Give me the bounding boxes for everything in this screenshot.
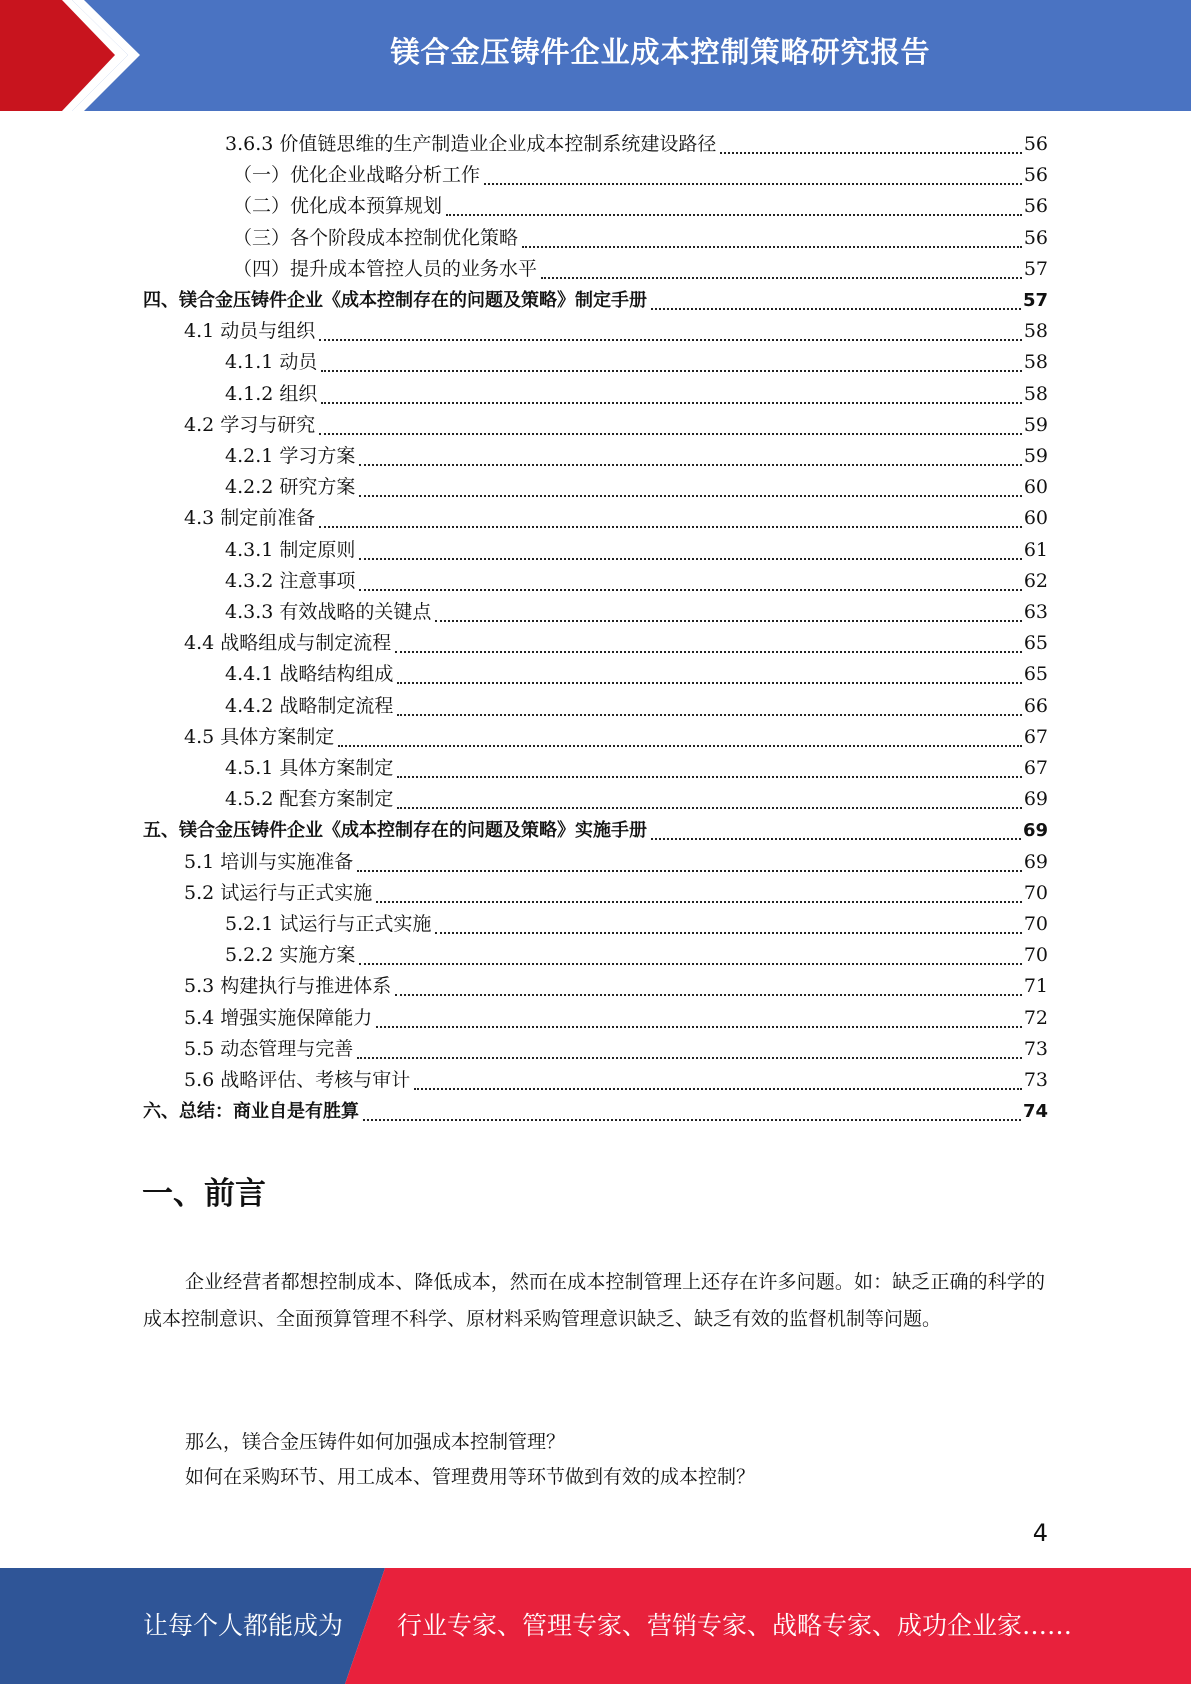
toc-entry-label: 4.5.2 配套方案制定 [225,788,394,811]
toc-entry-label: 5.6 战略评估、考核与审计 [184,1069,411,1091]
toc-entry-label: （三）各个阶段成本控制优化策略 [233,226,519,249]
toc-entry-page: 70 [1023,944,1048,967]
toc-entry-page: 73 [1023,1037,1048,1060]
toc-entry[interactable] [225,441,1048,472]
toc-entry[interactable] [233,254,1048,285]
toc-entry-label: 5.4 增强实施保障能力 [184,1006,373,1029]
toc-entry-label: 4.1 动员与组织 [184,320,316,343]
toc-entry[interactable] [233,191,1048,222]
toc-entry[interactable] [184,1065,1048,1096]
page-number: 4 [1032,1519,1048,1547]
toc-entry-page: 58 [1023,320,1048,343]
toc-entry[interactable] [233,160,1048,191]
toc-entry[interactable] [225,535,1048,566]
toc-entry-page: 62 [1023,569,1048,592]
toc-entry-label: 4.4.1 战略结构组成 [225,663,394,686]
toc-entry-label: 4.4.2 战略制定流程 [225,694,394,717]
footer-slogan-left: 让每个人都能成为 [143,1611,344,1640]
toc-entry-page: 73 [1023,1069,1048,1091]
toc-dot-leader [522,245,1022,248]
toc-entry[interactable] [184,628,1048,659]
toc-entry[interactable] [225,347,1048,378]
toc-dot-leader [359,588,1021,591]
toc-entry[interactable] [225,659,1048,690]
toc-dot-leader [319,525,1022,528]
toc-entry-label: 4.3.2 注意事项 [225,569,356,592]
toc-entry-page: 70 [1023,881,1048,904]
toc-entry-label: 4.5.1 具体方案制定 [225,757,394,779]
toc-dot-leader [321,401,1021,404]
toc-entry-page: 66 [1023,694,1048,717]
toc-entry-label: 5.2.1 试运行与正式实施 [225,913,432,935]
toc-entry-label: 5.2 试运行与正式实施 [184,881,373,904]
toc-entry[interactable] [184,722,1048,753]
toc-entry-page: 71 [1023,975,1048,998]
toc-entry-page: 60 [1023,507,1048,530]
toc-entry-label: 六、总结：商业自是有胜算 [143,1101,359,1123]
toc-entry-page: 58 [1023,351,1048,374]
toc-entry-label: （一）优化企业战略分析工作 [233,164,481,187]
toc-entry-page: 57 [1023,257,1048,280]
toc-entry-page: 67 [1023,757,1048,779]
page-header [0,0,1191,111]
toc-entry[interactable] [225,691,1048,722]
toc-entry-page: 65 [1023,632,1048,655]
toc-entry-page: 61 [1023,538,1048,561]
toc-entry[interactable] [143,285,1048,316]
toc-entry-page: 56 [1023,164,1048,187]
toc-entry[interactable] [225,129,1048,160]
toc-entry[interactable] [184,878,1048,909]
toc-entry-page: 57 [1022,290,1048,311]
toc-entry[interactable] [184,410,1048,441]
toc-entry-page: 69 [1023,788,1048,811]
toc-entry-page: 56 [1023,226,1048,249]
toc-entry-page: 65 [1023,663,1048,686]
toc-entry-label: 5.5 动态管理与完善 [184,1037,354,1060]
intro-paragraph: 企业经营者都想控制成本、降低成本，然而在成本控制管理上还存在许多问题。如：缺乏正确的科学的成本控制意识、全面预算管理不科学、原材料采购管理意识缺乏、缺乏有效的监督机制等问题。 [143,1271,1045,1330]
toc-entry-label: 4.3.1 制定原则 [225,538,356,561]
toc-entry[interactable] [225,566,1048,597]
toc-entry-page: 72 [1023,1006,1048,1029]
toc-entry-label: 4.1.2 组织 [225,382,318,405]
toc-entry-label: 5.1 培训与实施准备 [184,850,354,873]
toc-dot-leader [397,775,1021,778]
toc-entry[interactable] [184,1034,1048,1065]
toc-dot-leader [414,1087,1022,1090]
toc-dot-leader [338,744,1022,747]
toc-entry-page: 58 [1023,382,1048,405]
toc-entry[interactable] [184,847,1048,878]
toc-dot-leader [363,1118,1021,1121]
toc-entry-label: 5.3 构建执行与推进体系 [184,975,392,998]
toc-entry-page: 56 [1023,133,1048,155]
toc-entry[interactable] [184,316,1048,347]
toc-entry[interactable] [225,909,1048,940]
page-footer [0,1568,1191,1684]
toc-dot-leader [319,432,1022,435]
toc-dot-leader [376,900,1022,903]
toc-entry-page: 59 [1023,445,1048,467]
toc-entry-page: 74 [1022,1101,1048,1123]
toc-entry-page: 67 [1023,725,1048,748]
footer-slogan-right: 行业专家、管理专家、营销专家、战略专家、成功企业家…… [397,1611,1073,1640]
toc-entry[interactable] [143,1096,1048,1127]
toc-entry[interactable] [225,940,1048,971]
toc-dot-leader [359,962,1021,965]
toc-entry-label: 4.1.1 动员 [225,351,318,374]
toc-entry-page: 70 [1023,913,1048,935]
toc-entry-page: 59 [1023,413,1048,436]
toc-entry-label: （二）优化成本预算规划 [233,195,443,218]
toc-entry-label: 4.2 学习与研究 [184,413,316,436]
toc-entry-label: （四）提升成本管控人员的业务水平 [233,257,538,280]
toc-dot-leader [321,369,1021,372]
toc-dot-leader [357,1056,1022,1059]
toc-dot-leader [359,557,1021,560]
section-heading: 一、前言 [142,1176,266,1212]
toc-dot-leader [395,650,1022,653]
toc-dot-leader [484,182,1022,185]
toc-dot-leader [397,806,1021,809]
question-line-1: 那么，镁合金压铸件如何加强成本控制管理？ [185,1431,566,1453]
toc-entry-label: 4.5 具体方案制定 [184,725,335,748]
toc-entry[interactable] [184,1003,1048,1034]
toc-entry[interactable] [225,753,1048,784]
toc-entry-label: 四、镁合金压铸件企业《成本控制存在的问题及策略》制定手册 [143,290,647,311]
toc-dot-leader [397,681,1021,684]
toc-entry-label: 3.6.3 价值链思维的生产制造业企业成本控制系统建设路径 [225,133,717,155]
toc-entry-page: 69 [1023,850,1048,873]
toc-dot-leader [357,869,1022,872]
toc-dot-leader [651,837,1021,840]
toc-dot-leader [359,463,1021,466]
toc-dot-leader [720,151,1021,154]
toc-entry-label: 4.3 制定前准备 [184,507,316,530]
toc-entry-page: 56 [1023,195,1048,218]
report-title: 镁合金压铸件企业成本控制策略研究报告 [390,35,931,69]
toc-entry[interactable] [225,379,1048,410]
toc-dot-leader [541,276,1022,279]
toc-entry-page: 69 [1022,820,1048,842]
toc-entry-label: 5.2.2 实施方案 [225,944,356,967]
toc-entry-page: 60 [1023,476,1048,499]
toc-entry-label: 五、镁合金压铸件企业《成本控制存在的问题及策略》实施手册 [143,820,647,842]
toc-entry[interactable] [225,597,1048,628]
toc-entry-label: 4.2.1 学习方案 [225,445,356,467]
toc-dot-leader [651,307,1021,310]
toc-dot-leader [435,931,1021,934]
toc-entry-label: 4.4 战略组成与制定流程 [184,632,392,655]
toc-dot-leader [376,1025,1022,1028]
toc-dot-leader [319,338,1022,341]
toc-dot-leader [395,993,1022,996]
toc-entry[interactable] [184,503,1048,534]
toc-dot-leader [446,213,1022,216]
toc-dot-leader [359,494,1021,497]
toc-entry-page: 63 [1023,601,1048,623]
toc-entry-label: 4.2.2 研究方案 [225,476,356,499]
red-chevron-decoration [0,0,150,111]
toc-entry[interactable] [225,784,1048,815]
toc-dot-leader [397,713,1021,716]
toc-entry[interactable] [225,472,1048,503]
toc-entry[interactable] [184,971,1048,1002]
toc-entry-label: 4.3.3 有效战略的关键点 [225,601,432,623]
toc-dot-leader [435,619,1021,622]
toc-entry[interactable] [233,223,1048,254]
toc-entry[interactable] [143,815,1048,846]
question-line-2: 如何在采购环节、用工成本、管理费用等环节做到有效的成本控制？ [185,1466,756,1488]
